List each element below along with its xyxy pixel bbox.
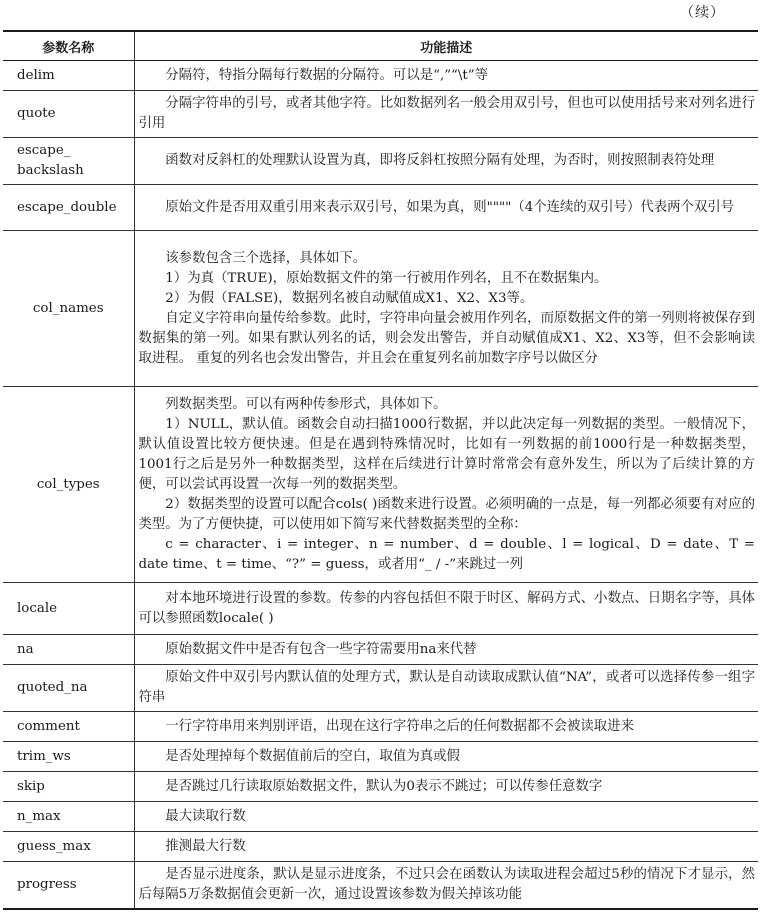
table-row xyxy=(3,138,758,185)
desc-paragraph: 2）为假（FALSE)，数据列名被自动赋值成X1、X2、X3等。 xyxy=(165,290,534,306)
param-name-cell: locale xyxy=(3,583,134,635)
desc-paragraph: 原始数据文件中是否有包含一些字符需要用na来代替 xyxy=(165,641,477,657)
desc-paragraph: 1）NULL，默认值。函数会自动扫描1000行数据，并以此决定每一列数据的类型。一般情况下，默认值设置比较方便快速。但是在遇到特殊情况时，比如有一列数据的前1000行是一种数据类型，1001行之后是另外一种数据类型，这样在后续进行计算时常常会有意外发生，所以为了后续计算的方便，可以尝试再设置一次每一列的数据类型。 xyxy=(138,416,755,492)
param-name-cell: trim_ws xyxy=(3,742,134,772)
desc-paragraph: c = character、i = integer、n = number、d = double、l = logical、D = date、T = date time、t = time、“?” = guess，或者用“_ / -”来跳过一列 xyxy=(138,536,755,572)
table-row xyxy=(3,665,758,712)
param-name-cell: guess_max xyxy=(3,832,134,862)
table-row xyxy=(3,231,758,387)
param-desc-cell xyxy=(134,185,758,231)
desc-paragraph: 对本地环境进行设置的参数。传参的内容包括但不限于时区、解码方式、小数点、日期名字等，具体可以参照函数locale( ) xyxy=(138,590,755,626)
param-name-cell: escape_ backslash xyxy=(3,138,134,185)
desc-paragraph: 分隔符，特指分隔每行数据的分隔符。可以是“,”“\t”等 xyxy=(165,67,489,83)
table-row xyxy=(3,802,758,832)
desc-paragraph: 2）数据类型的设置可以配合cols( )函数来进行设置。必须明确的一点是，每一列都必须要有对应的类型。为了方便快捷，可以使用如下简写来代替数据类型的全称： xyxy=(138,496,755,532)
desc-paragraph: 一行字符串用来判别评语，出现在这行字符串之后的任何数据都不会被读取进来 xyxy=(165,718,634,734)
table-row xyxy=(3,387,758,583)
param-name-cell: col_names xyxy=(3,231,134,387)
desc-paragraph: 1）为真（TRUE)，原始数据文件的第一行被用作列名，且不在数据集内。 xyxy=(165,270,608,286)
param-name-cell: n_max xyxy=(3,802,134,832)
desc-paragraph: 最大读取行数 xyxy=(165,808,246,824)
desc-paragraph: 推测最大行数 xyxy=(165,838,246,854)
table-header-row xyxy=(3,31,758,61)
param-desc-cell xyxy=(134,635,758,665)
param-name-cell: col_types xyxy=(3,387,134,583)
table-row xyxy=(3,712,758,742)
header-function-desc: 功能描述 xyxy=(134,31,758,61)
param-name-cell: progress xyxy=(3,862,134,910)
param-name-cell: skip xyxy=(3,772,134,802)
param-desc-cell xyxy=(134,583,758,635)
table-row xyxy=(3,635,758,665)
param-desc-cell xyxy=(134,138,758,185)
param-name-cell: delim xyxy=(3,61,134,91)
param-desc-cell xyxy=(134,91,758,138)
param-desc-cell xyxy=(134,231,758,387)
table-row xyxy=(3,832,758,862)
table-row xyxy=(3,772,758,802)
param-name-cell: comment xyxy=(3,712,134,742)
desc-paragraph: 函数对反斜杠的处理默认设置为真，即将反斜杠按照分隔有处理，为否时，则按照制表符处理 xyxy=(165,153,715,168)
param-desc-cell xyxy=(134,832,758,862)
param-name-cell: quote xyxy=(3,91,134,138)
param-desc-cell xyxy=(134,712,758,742)
param-desc-cell xyxy=(134,387,758,583)
desc-paragraph: 分隔字符串的引号，或者其他字符。比如数据列名一般会用双引号，但也可以使用括号来对列名进行引用 xyxy=(138,96,755,131)
param-desc-cell xyxy=(134,61,758,91)
table-row xyxy=(3,862,758,910)
parameter-table xyxy=(3,30,758,910)
desc-paragraph: 是否处理掉每个数据值前后的空白，取值为真或假 xyxy=(165,748,460,764)
param-name-cell: quoted_na xyxy=(3,665,134,712)
desc-paragraph: 是否跳过几行读取原始数据文件，默认为0表示不跳过；可以传参任意数字 xyxy=(165,778,603,794)
desc-paragraph: 列数据类型。可以有两种传参形式，具体如下。 xyxy=(165,396,447,412)
desc-paragraph: 原始文件中双引号内默认值的处理方式，默认是自动读取成默认值“NA”，或者可以选择传参一组字符串 xyxy=(138,670,755,705)
table-row xyxy=(3,583,758,635)
table-row xyxy=(3,185,758,231)
desc-paragraph: 该参数包含三个选择，具体如下。 xyxy=(165,250,367,266)
param-name-cell: escape_double xyxy=(3,185,134,231)
param-desc-cell xyxy=(134,772,758,802)
param-desc-cell xyxy=(134,742,758,772)
header-param-name: 参数名称 xyxy=(3,31,134,61)
param-name-cell: na xyxy=(3,635,134,665)
table-row xyxy=(3,61,758,91)
param-desc-cell xyxy=(134,665,758,712)
param-desc-cell xyxy=(134,862,758,910)
table-row xyxy=(3,91,758,138)
desc-paragraph: 是否显示进度条，默认是显示进度条，不过只会在函数认为读取进程会超过5秒的情况下才显示，然后每隔5万条数据值会更新一次，通过设置该参数为假关掉该功能 xyxy=(138,867,755,902)
continued-label: （续） xyxy=(680,5,725,21)
table-body xyxy=(3,61,758,910)
desc-paragraph: 自定义字符串向量传给参数。此时，字符串向量会被用作列名，而原数据文件的第一列则将被保存到数据集的第一列。如果有默认列名的话，则会发出警告，并自动赋值成X1、X2、X3等，但不会影响读取进程。 重复的列名也会发出警告，并且会在重复列名前加数字序号以做区分 xyxy=(138,310,755,366)
param-desc-cell xyxy=(134,802,758,832)
table-row xyxy=(3,742,758,772)
desc-paragraph: 原始文件是否用双重引用来表示双引号，如果为真，则""""（4个连续的双引号）代表两个双引号 xyxy=(165,199,735,215)
